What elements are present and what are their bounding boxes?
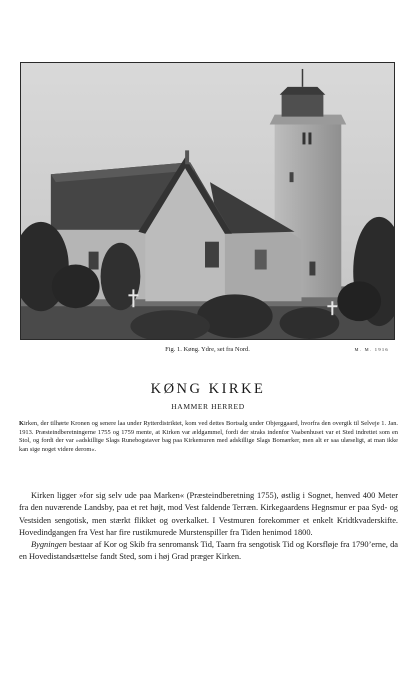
church-illustration [21,63,394,339]
photographer-signature: M. M. 1916 [354,347,389,352]
figure-caption: Fig. 1. Køng. Ydre, set fra Nord. [165,346,250,353]
intro-initial: K [19,420,24,427]
paragraph-building [19,539,398,564]
church-photograph [20,62,395,340]
intro-text: irken, der tilhørte Kronen og senere laa under Rytterdistriktet, kom ved dettes Bortsalg under Objerggaard, hvorfra den overgik til Selveje 1. Jan. 1913. Præsteindberetningerne 1755 og 1759 mente, at Kirken var ældgammel, fordi der straks indenfor Vaabenhuset var et Sted indrettet som en Stol, og fordi der var »adskillige Slags Runebogstaver bag paa Kirkemuren med adskillige Slags Bomærker, men alt er saa ulæseligt, at man ikke kan sige noget videre derom«. [19,420,398,453]
paragraph-location: Kirken ligger »for sig selv ude paa Marken« (Præsteindberetning 1755), østlig i Sognet, henved 400 Meter fra den nuværende Landsby, paa et ret højt, mod Vest faldende Terræn. Kirkegaardens Hegnsmur er paa Syd- og Vestsiden sengotisk, men stærkt flikket og overkalket. I Vestmuren forekommer et enkelt Kridtkvaderskifte. Hovedindgangen fra Vest har fire rustikmurede Murstenspiller fra Tiden henimod 1800. [19,491,398,537]
paragraph-lead-word: Bygningen [31,540,67,550]
figure-caption-row [20,346,395,356]
intro-paragraph [19,420,398,454]
page-title: KØNG KIRKE [150,381,266,397]
page-subtitle: HAMMER HERRED [171,402,245,411]
paragraph-building-text: bestaar af Kor og Skib fra senromansk Tid, Taarn fra sengotisk Tid og Korsfløje fra 1790’erne, da en Hovedistandsættelse fandt Sted, som i høj Grad præger Kirken. [19,540,398,562]
body-text [19,490,398,564]
